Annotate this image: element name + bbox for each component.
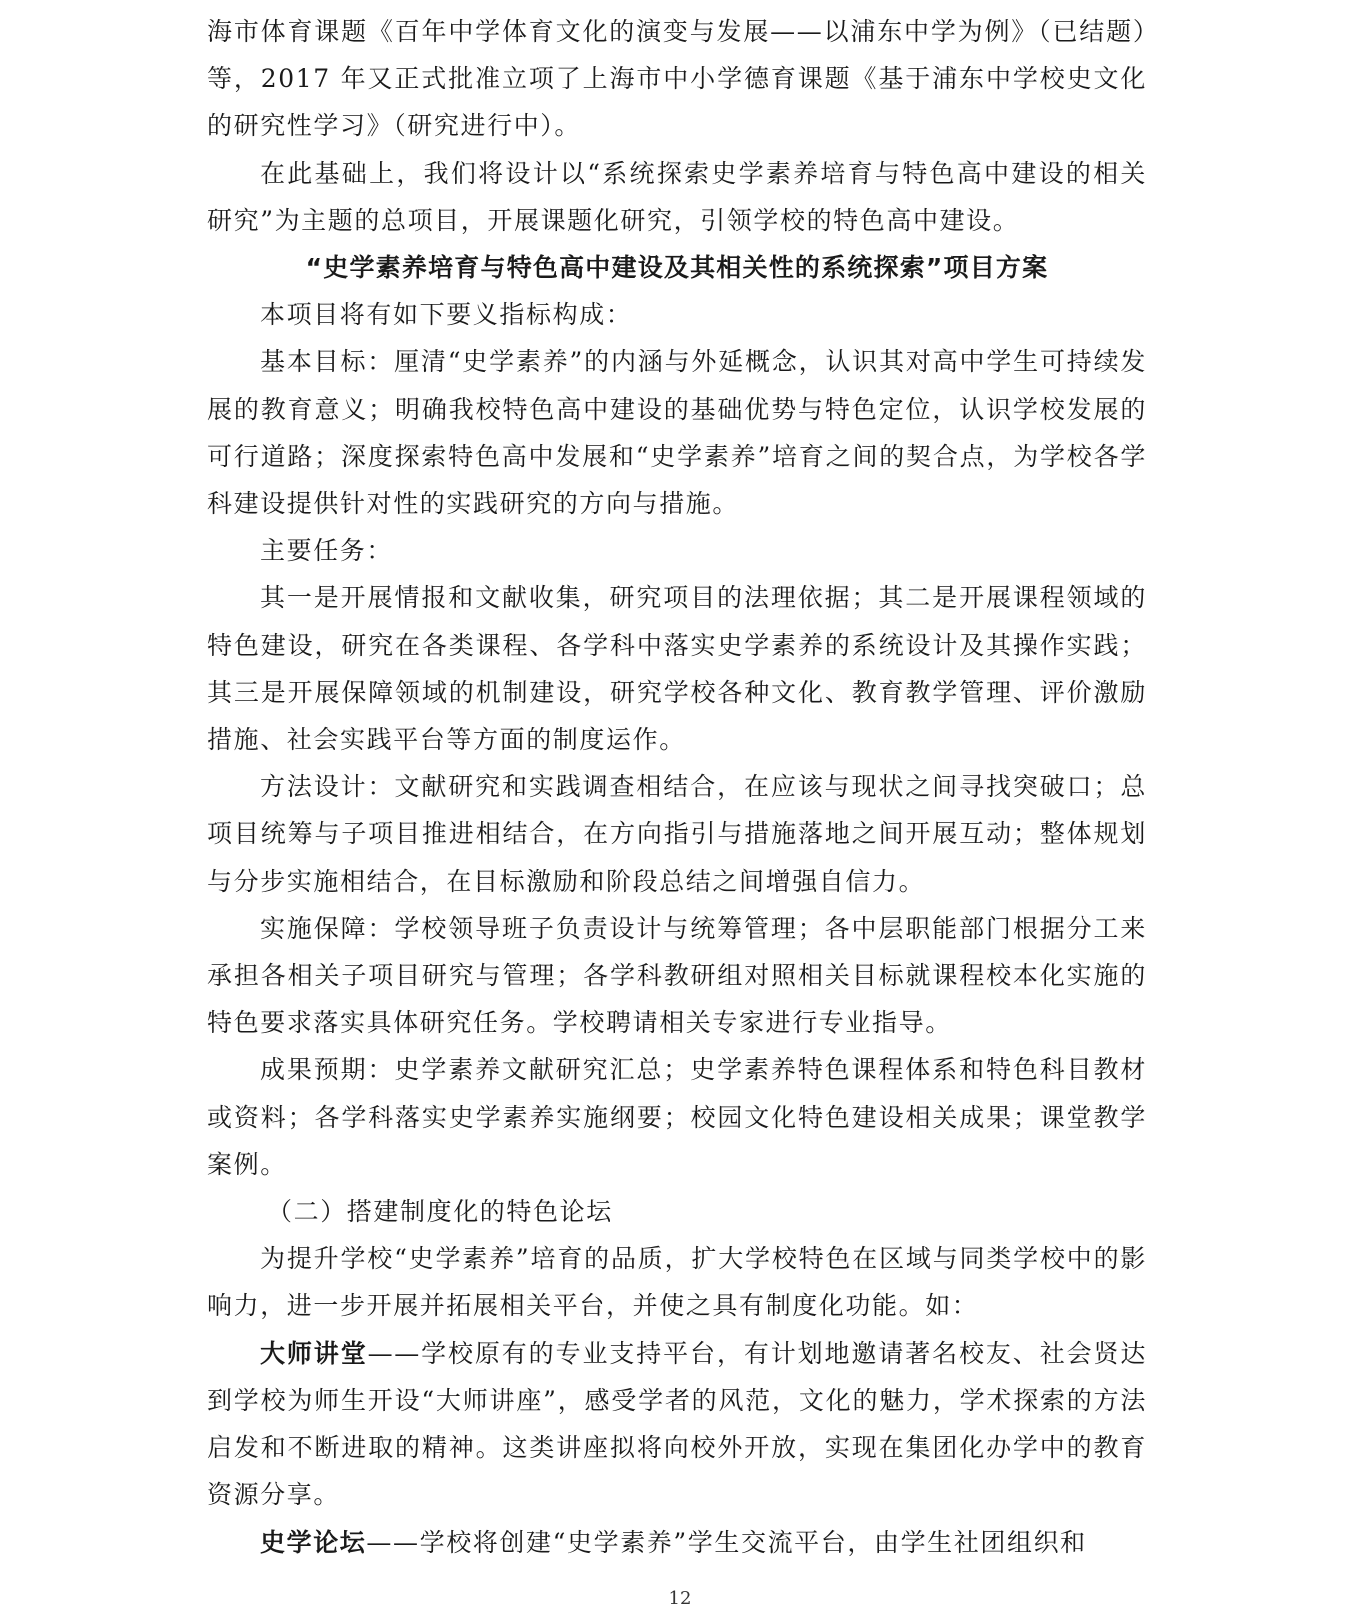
paragraph-method-design: 方法设计：文献研究和实践调查相结合，在应该与现状之间寻找突破口；总项目统筹与子项目推进相结合，在方向指引与措施落地之间开展互动；整体规划与分步实施相结合，在目标激励和阶段总结之间增强自信力。 [207, 772, 1147, 896]
master-lecture-term: 大师讲堂 [260, 1338, 368, 1368]
paragraph-expected-results: 成果预期：史学素养文献研究汇总；史学素养特色课程体系和特色科目教材或资料；各学科落实史学素养实施纲要；校园文化特色建设相关成果；课堂教学案例。 [207, 1055, 1147, 1179]
paragraph-implementation: 实施保障：学校领导班子负责设计与统筹管理；各中层职能部门根据分工来承担各相关子项目研究与管理；各学科教研组对照相关目标就课程校本化实施的特色要求落实具体研究任务。学校聘请相关专家进行专业指导。 [207, 913, 1147, 1038]
page-number: 12 [668, 1588, 692, 1609]
paragraph-forum-intro: 为提升学校“史学素养”培育的品质，扩大学校特色在区域与同类学校中的影响力，进一步开展并拓展相关平台，并使之具有制度化功能。如： [207, 1244, 1147, 1321]
master-lecture-text: ——学校原有的专业支持平台，有计划地邀请著名校友、社会贤达到学校为师生开设“大师讲座”，感受学者的风范，文化的魅力，学术探索的方法启发和不断进取的精神。这类讲座拟将向校外开放，实现在集团化办学中的教育资源分享。 [207, 1338, 1147, 1510]
paragraph-history-forum [207, 1519, 1147, 1566]
paragraph-main-tasks-label: 主要任务： [260, 536, 394, 566]
paragraph-indicators: 本项目将有如下要义指标构成： [260, 300, 633, 330]
paragraph-basic-goal: 基本目标：厘清“史学素养”的内涵与外延概念，认识其对高中学生可持续发展的教育意义；明确我校特色高中建设的基础优势与特色定位，认识学校发展的可行道路；深度探索特色高中发展和“史学素养”培育之间的契合点，为学校各学科建设提供针对性的实践研究的方向与措施。 [207, 347, 1147, 519]
paragraph-master-lecture [207, 1330, 1147, 1519]
history-forum-term: 史学论坛 [260, 1527, 367, 1557]
paragraph-intro: 在此基础上，我们将设计以“系统探索史学素养培育与特色高中建设的相关研究”为主题的总项目，开展课题化研究，引领学校的特色高中建设。 [207, 158, 1147, 235]
document-body [207, 8, 1147, 1566]
paragraph-continuation: 海市体育课题《百年中学体育文化的演变与发展——以浦东中学为例》（已结题）等，2017 年又正式批准立项了上海市中小学德育课题《基于浦东中学校史文化的研究性学习》（研究进行中）。 [207, 17, 1147, 141]
history-forum-text: ——学校将创建“史学素养”学生交流平台，由学生社团组织和 [366, 1527, 1087, 1557]
section-heading-forum: （二）搭建制度化的特色论坛 [267, 1197, 613, 1227]
project-heading: “史学素养培育与特色高中建设及其相关性的系统探索”项目方案 [305, 253, 1049, 283]
paragraph-main-tasks: 其一是开展情报和文献收集，研究项目的法理依据；其二是开展课程领域的特色建设，研究在各类课程、各学科中落实史学素养的系统设计及其操作实践；其三是开展保障领域的机制建设，研究学校各种文化、教育教学管理、评价激励措施、社会实践平台等方面的制度运作。 [207, 583, 1147, 755]
